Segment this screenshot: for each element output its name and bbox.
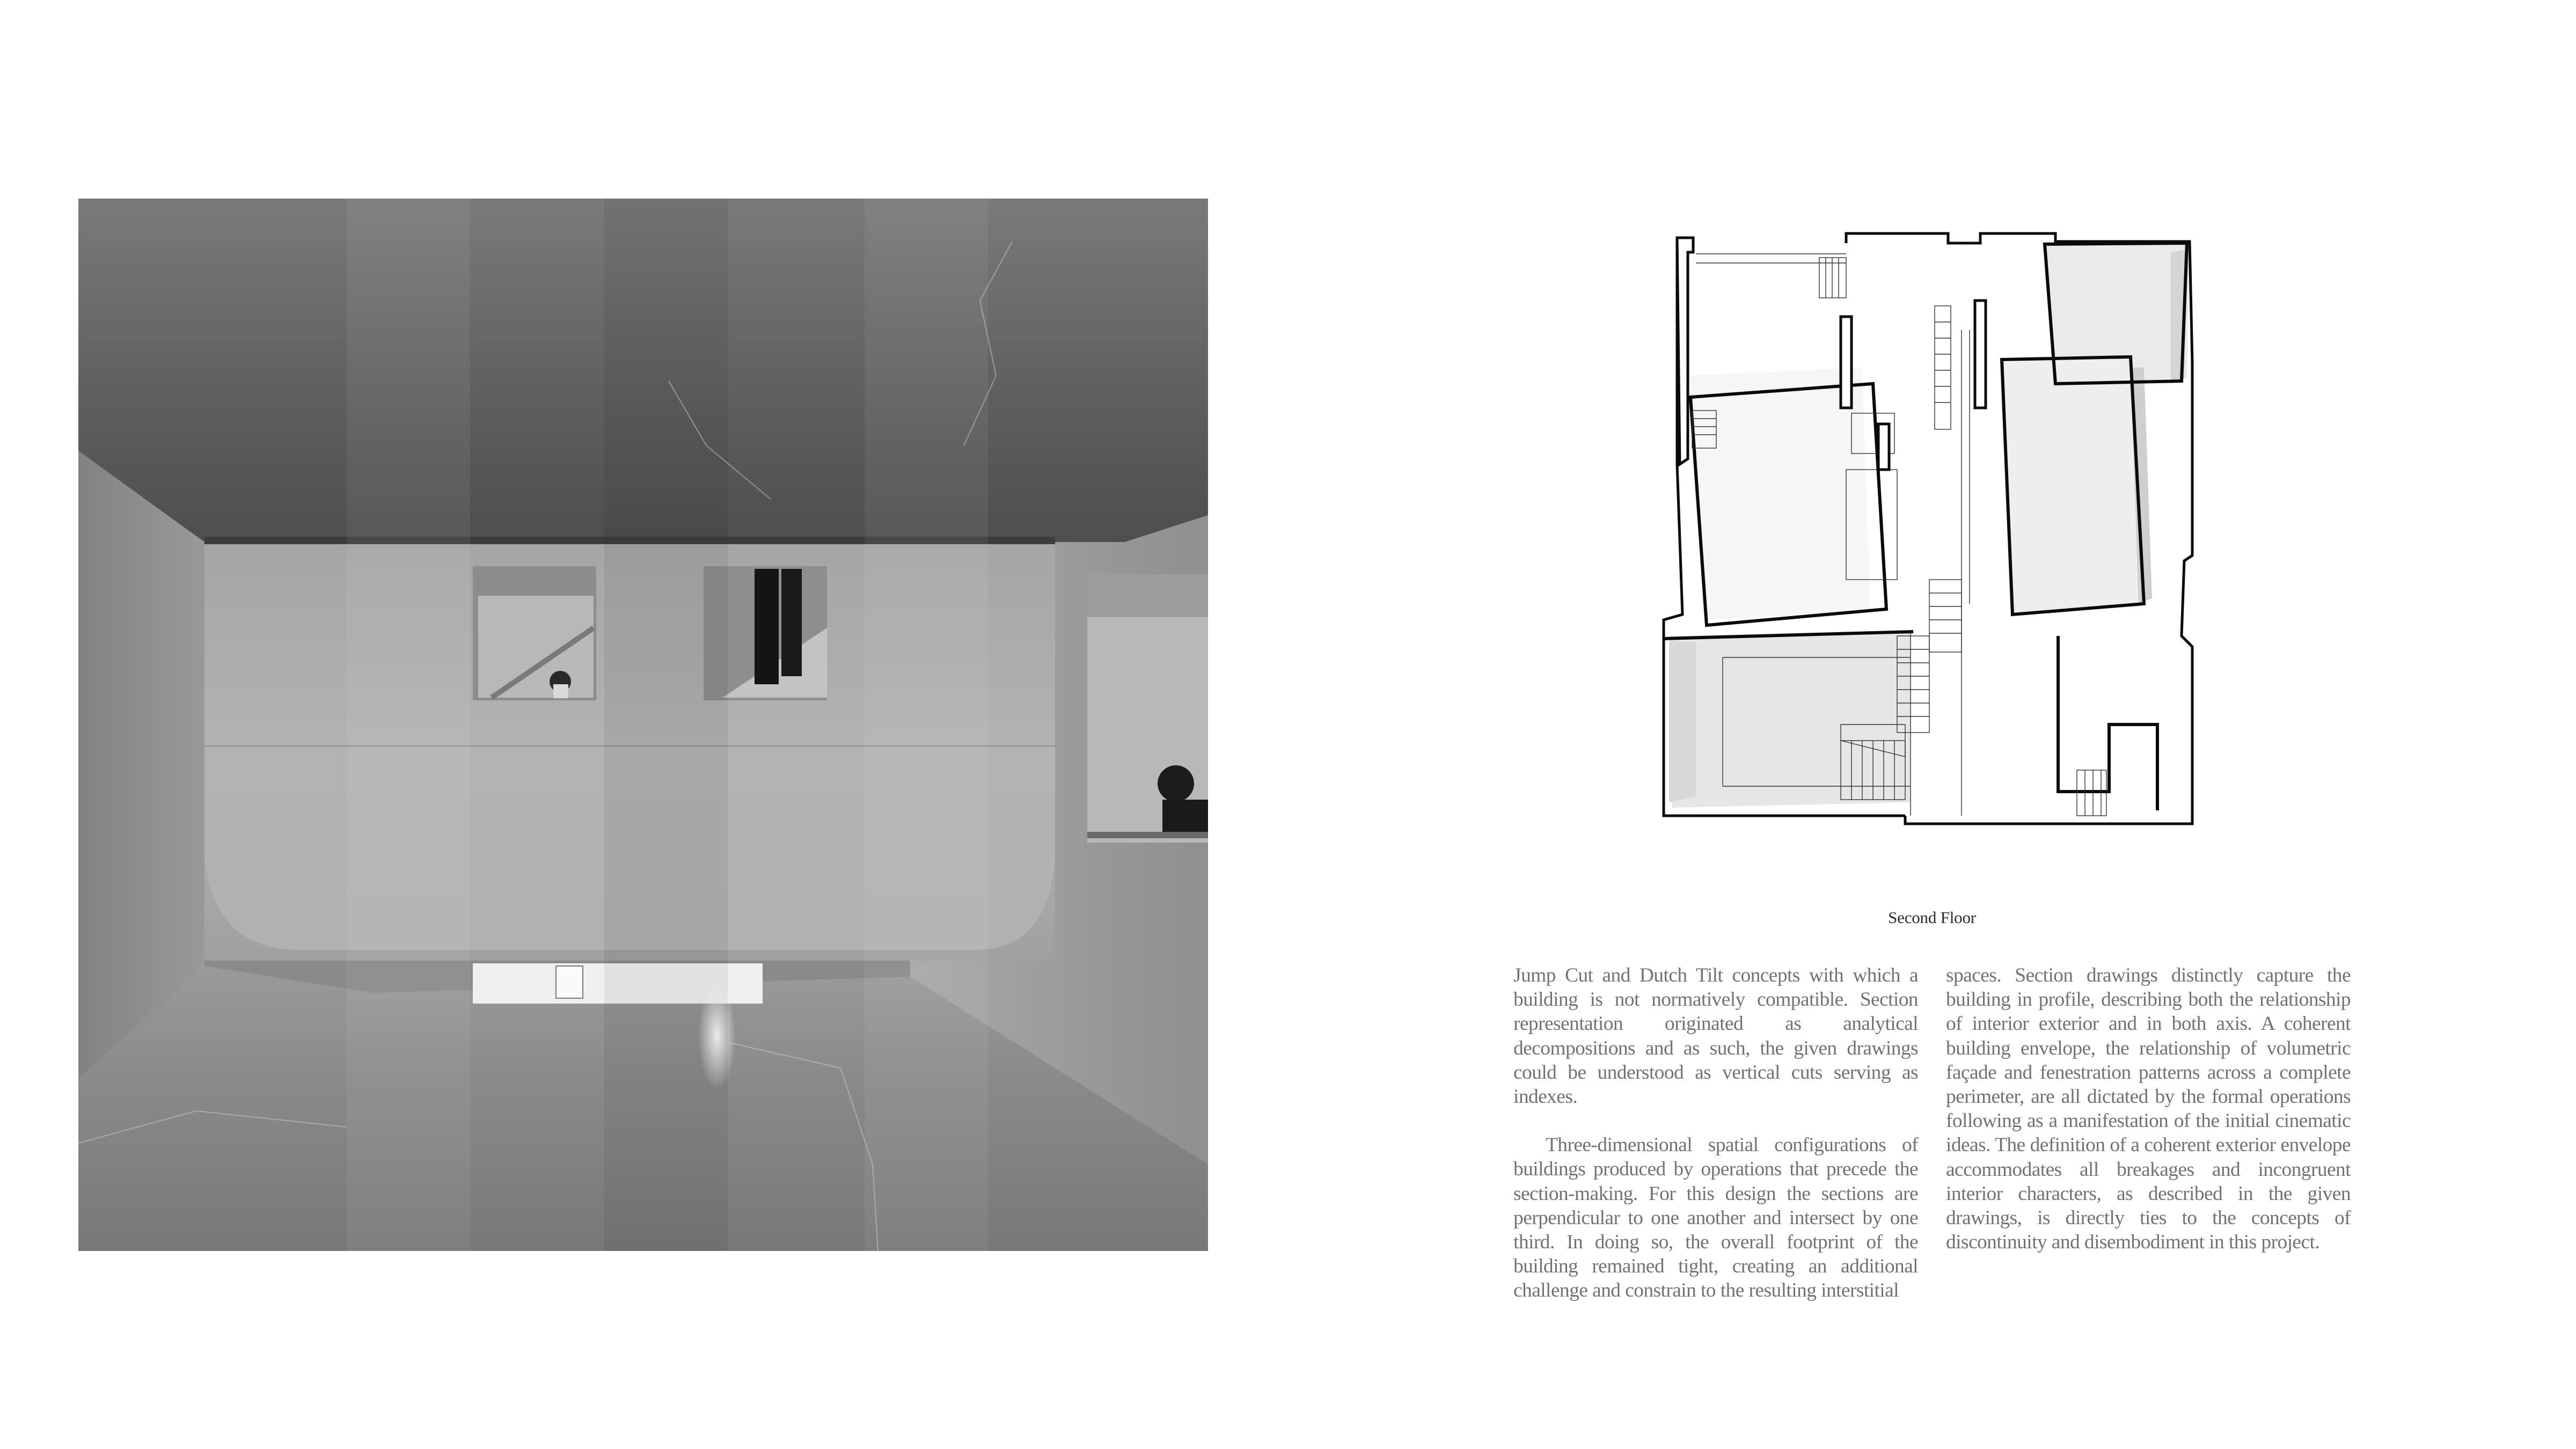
text-column-left [1513,963,1918,1303]
paragraph: spaces. Section drawings distinctly capture the building in profile, describing both the relationship of interior exterior and in both axis. A coherent building envelope, the relationship of volumetric façade and fenestration patterns across a complete perimeter, are all dictated by the formal operations following as a manifestation of the initial cinematic ideas. The definition of a coherent exterior envelope accommodates all breakages and incongruent interior characters, as described in the given drawings, is directly ties to the concepts of discontinuity and disembodiment in this project. [1946,964,2351,1254]
floor-plan-drawing [1658,228,2200,826]
render-illustration [78,199,1208,1251]
interior-render-image [78,199,1208,1251]
plan-caption: Second Floor [1888,908,1976,927]
text-column-right [1946,963,2351,1254]
paragraph: Jump Cut and Dutch Tilt concepts with which a building is not normatively compatible. Section representation originated as analytical decompositions and as such, the given drawings could be understood as vertical cuts serving as indexes. [1513,964,1918,1108]
paragraph: Three-dimensional spatial configurations of buildings produced by operations that precede the section-making. For this design the sections are perpendicular to one another and intersect by one third. In doing so, the overall footprint of the building remained tight, creating an additional challenge and constrain to the resulting interstitial [1513,1134,1918,1302]
floor-plan-illustration [1658,228,2200,826]
